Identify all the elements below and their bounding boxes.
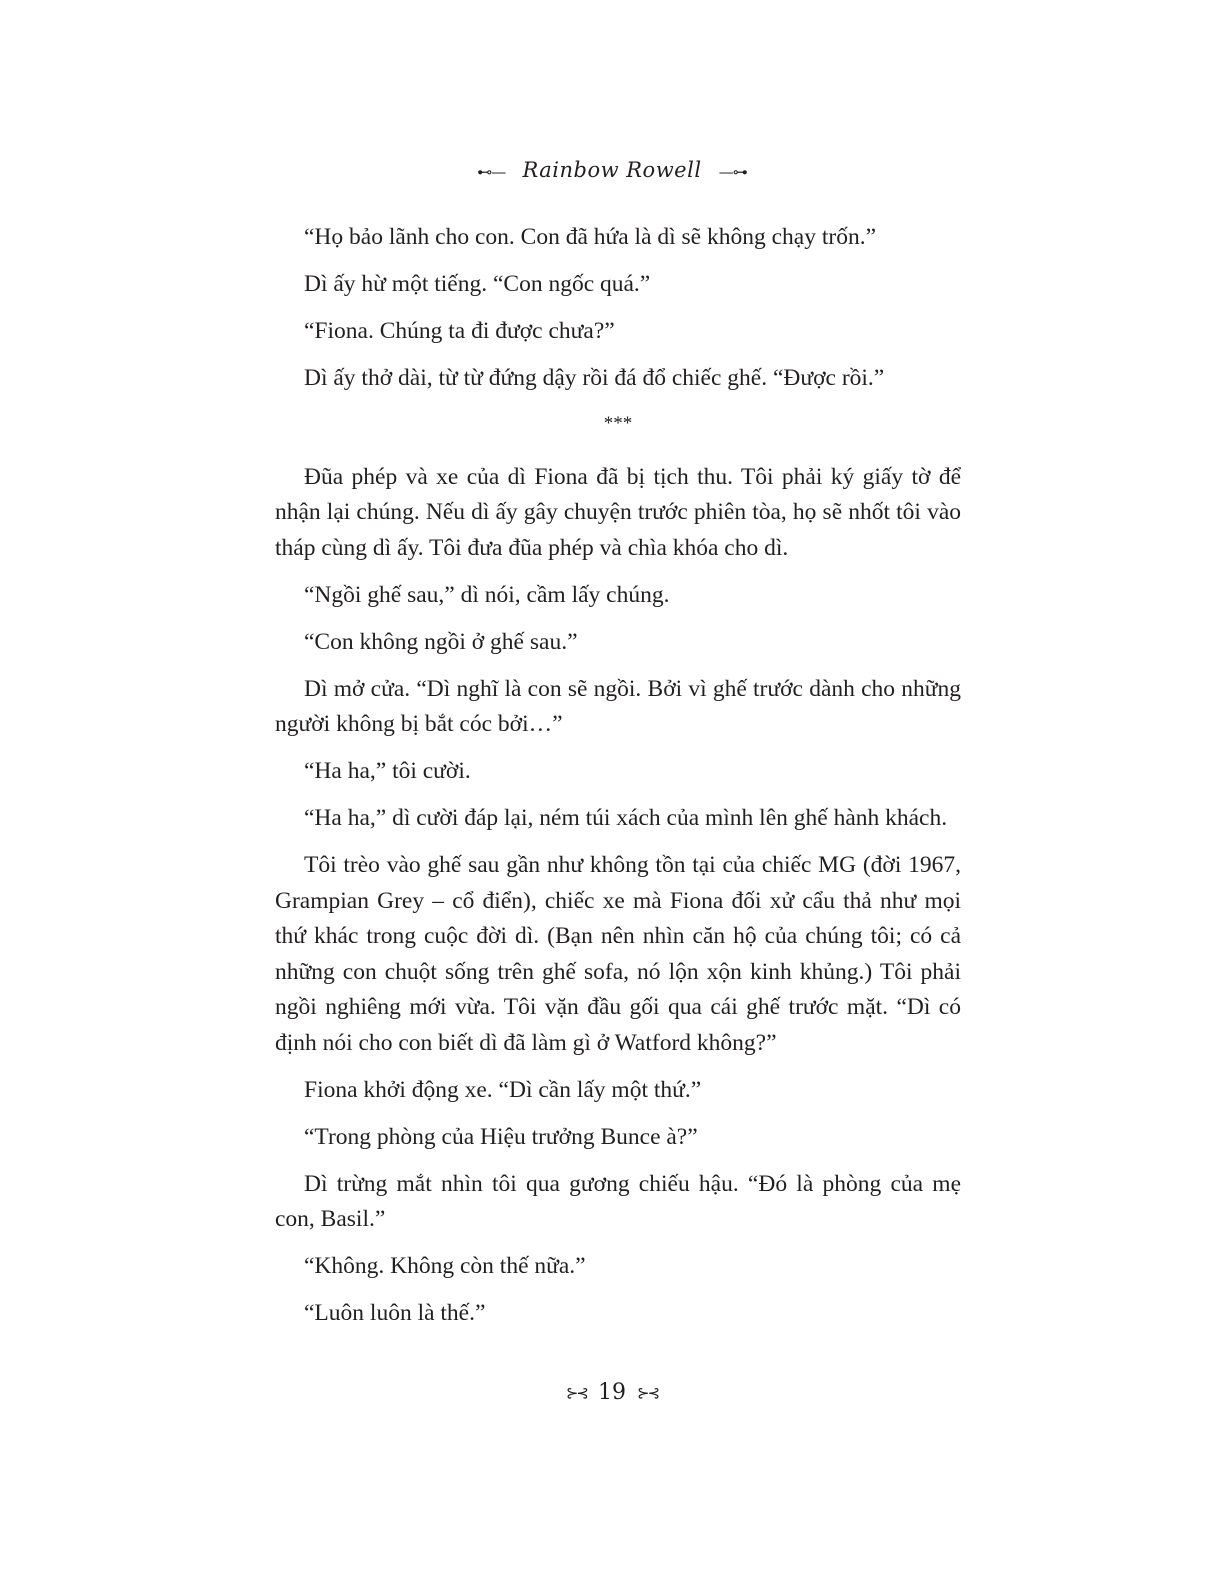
paragraph: “Trong phòng của Hiệu trưởng Bunce à?”	[304, 1123, 698, 1150]
paragraph: Đũa phép và xe của dì Fiona đã bị tịch thu. Tôi phải ký giấy tờ để nhận lại chúng. Nếu dì ấy gây chuyện trước phiên tòa, họ sẽ nhốt tôi vào tháp cùng dì ấy. Tôi đưa đũa phép và chìa khóa cho dì.	[275, 463, 961, 561]
paragraph: Fiona khởi động xe. “Dì cần lấy một thứ.”	[304, 1076, 702, 1103]
paragraph: “Ha ha,” dì cười đáp lại, ném túi xách của mình lên ghế hành khách.	[304, 805, 948, 831]
paragraph: “Không. Không còn thế nữa.”	[304, 1253, 586, 1279]
paragraph: Dì mở cửa. “Dì nghĩ là con sẽ ngồi. Bởi vì ghế trước dành cho những người không bị bắt cóc bởi…”	[275, 675, 961, 737]
paragraph: “Fiona. Chúng ta đi được chưa?”	[304, 318, 615, 344]
paragraph: “Con không ngồi ở ghế sau.”	[304, 628, 578, 655]
ornament-right-icon: —⊶	[718, 162, 747, 181]
body-text	[275, 220, 961, 1343]
paragraph: “Họ bảo lãnh cho con. Con đã hứa là dì sẽ không chạy trốn.”	[304, 224, 877, 250]
paragraph: “Ha ha,” tôi cười.	[304, 758, 471, 784]
footer-ornament-left-icon: ⊱⊰	[565, 1384, 587, 1402]
paragraph: “Luôn luôn là thế.”	[304, 1300, 486, 1326]
page-footer	[0, 1380, 1224, 1405]
scene-separator: ***	[603, 413, 633, 434]
footer-ornament-right-icon: ⊱⊰	[637, 1384, 659, 1402]
running-header	[0, 158, 1224, 182]
page-number: 19	[598, 1380, 626, 1405]
paragraph: “Ngồi ghế sau,” dì nói, cầm lấy chúng.	[304, 581, 670, 608]
ornament-left-icon: ⊷—	[477, 162, 506, 181]
paragraph: Tôi trèo vào ghế sau gần như không tồn tại của chiếc MG (đời 1967, Grampian Grey – cổ điển), chiếc xe mà Fiona đối xử cẩu thả như mọi thứ khác trong cuộc đời dì. (Bạn nên nhìn căn hộ của chúng tôi; có cả những con chuột sống trên ghế sofa, nó lộn xộn kinh khủng.) Tôi phải ngồi nghiêng mới vừa. Tôi vặn đầu gối qua cái ghế trước mặt. “Dì có định nói cho con biết dì đã làm gì ở Watford không?”	[275, 852, 961, 1056]
author-name: Rainbow Rowell	[522, 158, 702, 182]
paragraph: Dì trừng mắt nhìn tôi qua gương chiếu hậu. “Đó là phòng của mẹ con, Basil.”	[275, 1170, 961, 1232]
paragraph: Dì ấy thở dài, từ từ đứng dậy rồi đá đổ chiếc ghế. “Được rồi.”	[304, 365, 885, 391]
paragraph: Dì ấy hừ một tiếng. “Con ngốc quá.”	[304, 271, 651, 297]
